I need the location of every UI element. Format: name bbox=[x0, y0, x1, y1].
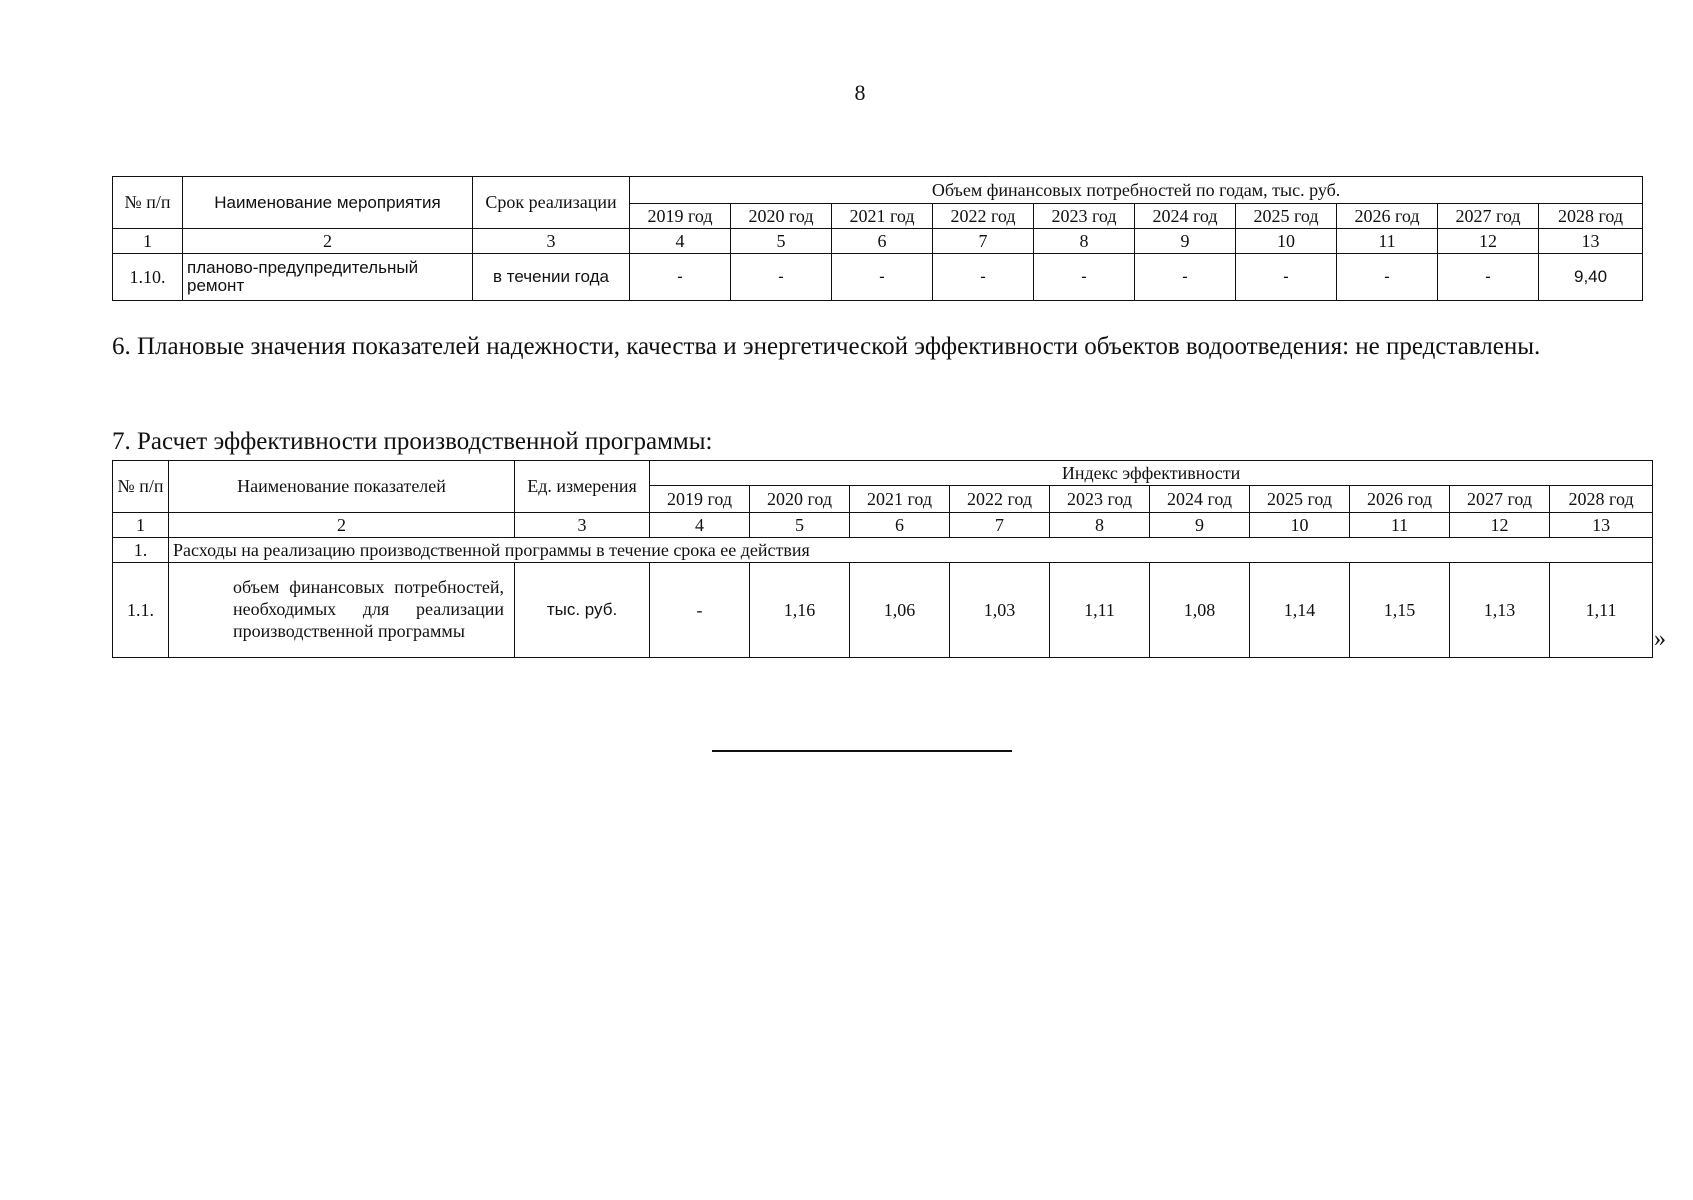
row-value: 1,08 bbox=[1150, 563, 1250, 658]
column-number: 7 bbox=[950, 513, 1050, 538]
column-number: 9 bbox=[1135, 229, 1236, 254]
column-number: 2 bbox=[169, 513, 515, 538]
row-value: - bbox=[933, 254, 1034, 301]
header-year: 2026 год bbox=[1337, 204, 1438, 229]
header-name: Наименование мероприятия bbox=[183, 177, 473, 229]
row-value: 1,14 bbox=[1250, 563, 1350, 658]
header-year: 2028 год bbox=[1550, 486, 1653, 513]
row-value: - bbox=[832, 254, 933, 301]
row-value: 1,06 bbox=[850, 563, 950, 658]
row-value: 1,11 bbox=[1550, 563, 1653, 658]
header-term: Срок реализации bbox=[473, 177, 630, 229]
row-value: - bbox=[1438, 254, 1539, 301]
column-number: 1 bbox=[113, 229, 183, 254]
header-year: 2019 год bbox=[630, 204, 731, 229]
column-number: 8 bbox=[1050, 513, 1150, 538]
row-value: 1,03 bbox=[950, 563, 1050, 658]
section-row bbox=[113, 538, 1653, 563]
header-unit: Ед. измерения bbox=[515, 461, 650, 513]
financial-needs-table bbox=[112, 176, 1643, 301]
header-year: 2023 год bbox=[1034, 204, 1135, 229]
header-group: Объем финансовых потребностей по годам, тыс. руб. bbox=[630, 177, 1643, 204]
header-year: 2024 год bbox=[1135, 204, 1236, 229]
header-year: 2020 год bbox=[731, 204, 832, 229]
row-value: - bbox=[1337, 254, 1438, 301]
header-year: 2027 год bbox=[1438, 204, 1539, 229]
column-number: 8 bbox=[1034, 229, 1135, 254]
column-number: 12 bbox=[1438, 229, 1539, 254]
header-year: 2019 год bbox=[650, 486, 750, 513]
column-number: 12 bbox=[1450, 513, 1550, 538]
efficiency-table bbox=[112, 460, 1653, 658]
header-year: 2025 год bbox=[1250, 486, 1350, 513]
header-num: № п/п bbox=[113, 177, 183, 229]
row-num: 1.10. bbox=[113, 254, 183, 301]
row-value: - bbox=[1034, 254, 1135, 301]
row-value: - bbox=[1236, 254, 1337, 301]
column-number: 4 bbox=[630, 229, 731, 254]
section-row-num: 1. bbox=[113, 538, 169, 563]
row-value: - bbox=[650, 563, 750, 658]
column-number: 1 bbox=[113, 513, 169, 538]
column-number: 10 bbox=[1250, 513, 1350, 538]
row-value: 1,13 bbox=[1450, 563, 1550, 658]
column-number: 10 bbox=[1236, 229, 1337, 254]
row-value: - bbox=[731, 254, 832, 301]
header-year: 2023 год bbox=[1050, 486, 1150, 513]
header-year: 2026 год bbox=[1350, 486, 1450, 513]
header-year: 2021 год bbox=[850, 486, 950, 513]
header-year: 2020 год bbox=[750, 486, 850, 513]
row-name: объем финансовых потребностей, необходимых для реализации производственной программы bbox=[169, 563, 515, 658]
header-year: 2024 год bbox=[1150, 486, 1250, 513]
column-number: 11 bbox=[1350, 513, 1450, 538]
header-year: 2027 год bbox=[1450, 486, 1550, 513]
row-value: 1,11 bbox=[1050, 563, 1150, 658]
section-7-title: 7. Расчет эффективности производственной программы: bbox=[112, 428, 713, 455]
header-num: № п/п bbox=[113, 461, 169, 513]
column-number: 13 bbox=[1550, 513, 1653, 538]
table-row bbox=[113, 254, 1643, 301]
page-number: 8 bbox=[854, 80, 866, 105]
row-num: 1.1. bbox=[113, 563, 169, 658]
header-year: 2021 год bbox=[832, 204, 933, 229]
end-rule bbox=[712, 750, 1012, 752]
closing-quote: » bbox=[1654, 626, 1666, 652]
row-value: - bbox=[630, 254, 731, 301]
row-name: планово-предупредительный ремонт bbox=[183, 254, 473, 301]
header-year: 2022 год bbox=[933, 204, 1034, 229]
row-value: 1,16 bbox=[750, 563, 850, 658]
row-term: в течении года bbox=[473, 254, 630, 301]
column-number: 9 bbox=[1150, 513, 1250, 538]
row-value: - bbox=[1135, 254, 1236, 301]
header-group: Индекс эффективности bbox=[650, 461, 1653, 486]
column-number: 5 bbox=[750, 513, 850, 538]
column-number: 3 bbox=[515, 513, 650, 538]
column-number: 11 bbox=[1337, 229, 1438, 254]
header-year: 2025 год bbox=[1236, 204, 1337, 229]
table-row bbox=[113, 563, 1653, 658]
column-number: 4 bbox=[650, 513, 750, 538]
column-number: 3 bbox=[473, 229, 630, 254]
column-number: 7 bbox=[933, 229, 1034, 254]
column-number: 2 bbox=[183, 229, 473, 254]
section-6-text: 6. Плановые значения показателей надежности, качества и энергетической эффективности объектов водоотведения: не представлены. bbox=[112, 333, 1541, 360]
header-year: 2022 год bbox=[950, 486, 1050, 513]
row-value: 1,15 bbox=[1350, 563, 1450, 658]
row-value: 9,40 bbox=[1539, 254, 1643, 301]
column-number: 5 bbox=[731, 229, 832, 254]
column-number: 6 bbox=[850, 513, 950, 538]
column-number: 6 bbox=[832, 229, 933, 254]
header-name: Наименование показателей bbox=[169, 461, 515, 513]
row-unit: тыс. руб. bbox=[515, 563, 650, 658]
header-year: 2028 год bbox=[1539, 204, 1643, 229]
section-row-text: Расходы на реализацию производственной программы в течение срока ее действия bbox=[169, 538, 1653, 563]
column-number: 13 bbox=[1539, 229, 1643, 254]
